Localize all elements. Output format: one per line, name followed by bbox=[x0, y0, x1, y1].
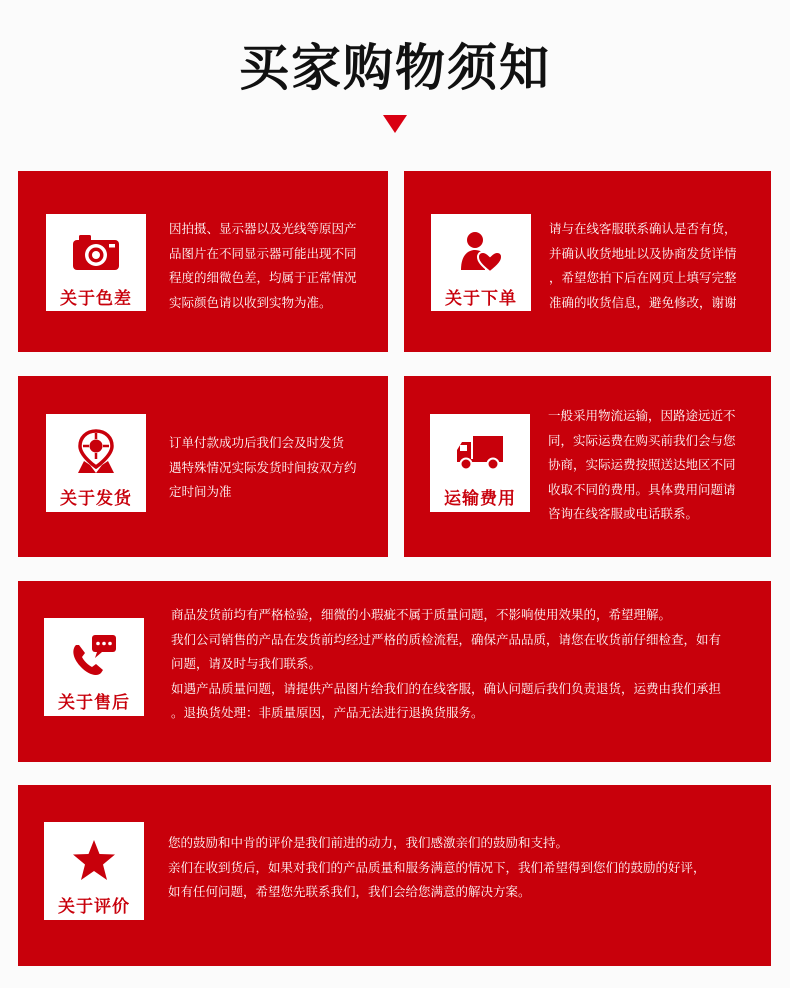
user-heart-icon bbox=[453, 228, 509, 276]
card-label: 关于售后 bbox=[58, 693, 130, 713]
card-label: 运输费用 bbox=[444, 489, 516, 509]
card-reviews bbox=[18, 785, 771, 966]
label-box bbox=[44, 822, 144, 920]
card-ordering bbox=[404, 171, 771, 352]
page-title: 买家购物须知 bbox=[239, 38, 551, 97]
star-icon bbox=[66, 836, 122, 884]
truck-icon bbox=[452, 428, 508, 476]
card-text: 请与在线客服联系确认是否有货， 并确认收货地址以及协商发货详情 ，希望您拍下后在网页上填写完整 准确的收货信息，避免修改，谢谢 bbox=[549, 221, 737, 310]
card-after-sales bbox=[18, 581, 771, 762]
down-arrow-icon bbox=[383, 115, 407, 133]
location-pin-icon bbox=[68, 428, 124, 476]
card-label: 关于色差 bbox=[60, 289, 132, 309]
card-label: 关于下单 bbox=[445, 289, 517, 309]
card-text: 您的鼓励和中肯的评价是我们前进的动力，我们感激亲们的鼓励和支持。 亲们在收到货后，如果对我们的产品质量和服务满意的情况下，我们希望得到您们的鼓励的好评， 如有任何问题，希望您先联系我们，我们会给您满意的解决方案。 bbox=[168, 835, 706, 899]
card-label: 关于发货 bbox=[60, 489, 132, 509]
label-box bbox=[431, 214, 531, 311]
card-shipping-fee bbox=[404, 376, 771, 557]
card-text: 商品发货前均有严格检验，细微的小瑕疵不属于质量问题，不影响使用效果的，希望理解。 我们公司销售的产品在发货前均经过严格的质检流程，确保产品品质，请您在收货前仔细检查，如有 问题，请及时与我们联系。 如遇产品质量问题，请提供产品图片给我们的在线客服，确认问题后我们负责退货，运费由我们承担 。退换货处理：非质量原因，产品无法进行退换货服务。 bbox=[171, 607, 722, 720]
card-label: 关于评价 bbox=[58, 897, 130, 917]
label-box bbox=[46, 414, 146, 512]
phone-chat-icon bbox=[66, 632, 122, 680]
card-text: 一般采用物流运输，因路途远近不 同，实际运费在购买前我们会与您 协商，实际运费按照送达地区不同 收取不同的费用。具体费用问题请 咨询在线客服或电话联系。 bbox=[548, 408, 736, 521]
label-box bbox=[430, 414, 530, 512]
card-text: 因拍摄、显示器以及光线等原因产 品图片在不同显示器可能出现不同 程度的细微色差，均属于正常情况 实际颜色请以收到实物为准。 bbox=[169, 221, 357, 310]
card-color-difference bbox=[18, 171, 388, 352]
camera-icon bbox=[68, 228, 124, 276]
card-text: 订单付款成功后我们会及时发货 遇特殊情况实际发货时间按双方约 定时间为准 bbox=[169, 435, 357, 499]
card-shipping bbox=[18, 376, 388, 557]
label-box bbox=[44, 618, 144, 716]
label-box bbox=[46, 214, 146, 311]
